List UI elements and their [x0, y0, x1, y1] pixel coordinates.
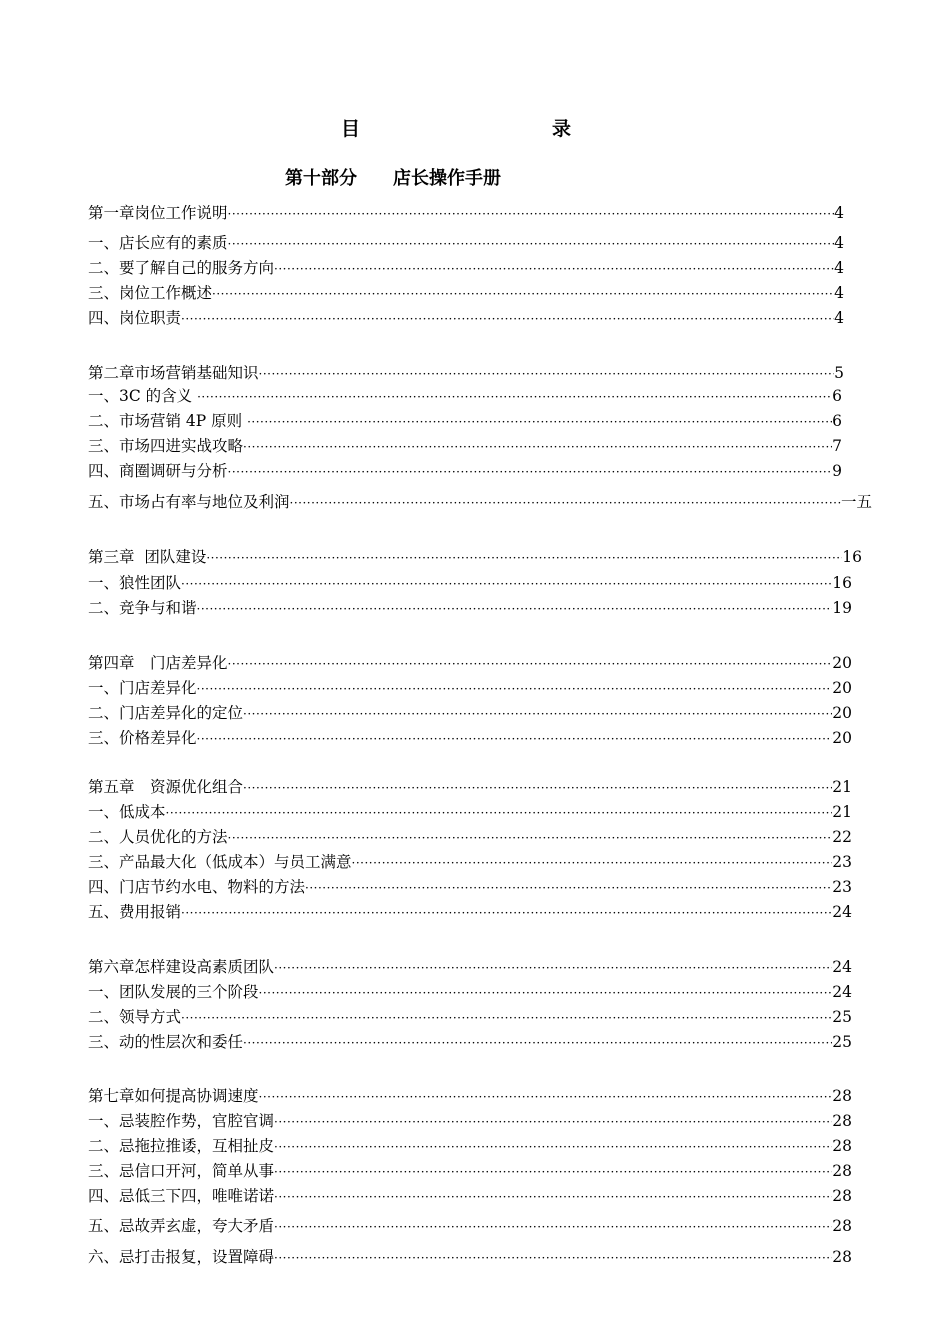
toc-entry-label: 一、团队发展的三个阶段	[88, 983, 259, 1001]
toc-entry-page: 19	[832, 599, 852, 617]
toc-entry	[88, 851, 852, 873]
toc-entry	[88, 385, 842, 407]
toc-entry-label: 一、低成本	[88, 803, 166, 821]
toc-entry-page: 4	[834, 309, 844, 327]
dot-leader	[197, 728, 833, 750]
toc-entry	[88, 1031, 852, 1053]
toc-entry	[88, 956, 852, 978]
dot-leader	[243, 1032, 832, 1054]
toc-entry	[88, 901, 852, 923]
toc-entry-label: 一、店长应有的素质	[88, 234, 228, 252]
toc-entry-label: 第四章 门店差异化	[88, 654, 228, 672]
toc-entry-label: 三、产品最大化（低成本）与员工满意	[88, 853, 352, 871]
dot-leader	[228, 461, 833, 483]
toc-entry	[88, 727, 852, 749]
dot-leader	[197, 598, 833, 620]
toc-entry-label: 三、市场四进实战攻略	[88, 437, 244, 455]
toc-entry-label: 四、岗位职责	[88, 309, 182, 327]
toc-entry	[88, 1135, 852, 1157]
dot-leader	[228, 203, 835, 225]
toc-entry-label: 三、岗位工作概述	[88, 284, 213, 302]
toc-entry-label: 第七章如何提高协调速度	[88, 1087, 259, 1105]
dot-leader	[274, 1186, 832, 1208]
toc-entry-label: 二、竞争与和谐	[88, 599, 197, 617]
dot-leader	[212, 283, 834, 305]
toc-title	[0, 114, 950, 142]
toc-entry-label: 五、费用报销	[88, 903, 182, 921]
dot-leader	[274, 1216, 832, 1238]
dot-leader	[228, 827, 833, 849]
toc-entry-label: 三、动的性层次和委任	[88, 1033, 244, 1051]
dot-leader	[197, 386, 832, 408]
dot-leader	[259, 1086, 833, 1108]
toc-entry-page: 24	[832, 958, 852, 976]
toc-entry-label: 二、市场营销 4P 原则	[88, 412, 248, 430]
toc-entry	[88, 546, 862, 568]
toc-entry-page: 9	[832, 462, 842, 480]
toc-entry	[88, 572, 852, 594]
dot-leader	[247, 411, 832, 433]
toc-entry-label: 一、3C 的含义	[88, 387, 198, 405]
toc-entry-page: 6	[832, 412, 842, 430]
dot-leader	[166, 802, 833, 824]
dot-leader	[274, 957, 832, 979]
toc-entry	[88, 801, 852, 823]
toc-title-left: 目	[341, 118, 361, 140]
toc-entry-label: 六、忌打击报复，设置障碍	[88, 1248, 275, 1266]
toc-entry-label: 二、人员优化的方法	[88, 828, 228, 846]
toc-entry-label: 五、市场占有率与地位及利润	[88, 493, 290, 511]
dot-leader	[228, 653, 833, 675]
toc-entry	[88, 597, 852, 619]
toc-entry-page: 20	[832, 704, 852, 722]
dot-leader	[243, 436, 832, 458]
toc-entry-page: 7	[832, 437, 842, 455]
dot-leader	[259, 363, 835, 385]
toc-entry-page: 一五	[840, 493, 872, 511]
toc-entry-label: 一、狼性团队	[88, 574, 182, 592]
dot-leader	[290, 492, 841, 514]
toc-entry	[88, 677, 852, 699]
toc-entry-page: 28	[832, 1187, 852, 1205]
toc-entry	[88, 410, 842, 432]
toc-entry-label: 二、忌拖拉推诿，互相扯皮	[88, 1137, 275, 1155]
toc-entry-page: 28	[832, 1112, 852, 1130]
toc-entry-page: 25	[832, 1033, 852, 1051]
toc-entry-page: 16	[832, 574, 852, 592]
toc-entry-page: 28	[832, 1248, 852, 1266]
toc-entry-page: 28	[832, 1217, 852, 1235]
dot-leader	[197, 678, 833, 700]
toc-entry-page: 4	[834, 204, 844, 222]
toc-entry	[88, 826, 852, 848]
toc-entry-page: 28	[832, 1087, 852, 1105]
toc-entry-label: 第一章岗位工作说明	[88, 204, 228, 222]
toc-entry-label: 四、忌低三下四，唯唯诺诺	[88, 1187, 275, 1205]
toc-entry-label: 二、领导方式	[88, 1008, 182, 1026]
toc-entry-page: 4	[834, 259, 844, 277]
dot-leader	[305, 877, 832, 899]
toc-entry-label: 三、忌信口开河，简单从事	[88, 1162, 275, 1180]
dot-leader	[274, 258, 834, 280]
toc-entry-page: 5	[834, 364, 844, 382]
toc-entry	[88, 307, 844, 329]
toc-entry-page: 20	[832, 679, 852, 697]
toc-entry	[88, 232, 844, 254]
dot-leader	[243, 777, 832, 799]
toc-entry	[88, 652, 852, 674]
toc-entry-page: 4	[834, 234, 844, 252]
toc-entry	[88, 282, 844, 304]
toc-entry-label: 四、门店节约水电、物料的方法	[88, 878, 306, 896]
toc-entry	[88, 702, 852, 724]
toc-entry	[88, 1185, 852, 1207]
dot-leader	[274, 1111, 832, 1133]
toc-entry-label: 一、门店差异化	[88, 679, 197, 697]
toc-entry	[88, 435, 842, 457]
toc-entry	[88, 257, 844, 279]
dot-leader	[181, 573, 832, 595]
toc-entry-page: 24	[832, 903, 852, 921]
toc-entry	[88, 1160, 852, 1182]
toc-entry-page: 4	[834, 284, 844, 302]
toc-entry-label: 一、忌装腔作势，官腔官调	[88, 1112, 275, 1130]
dot-leader	[274, 1136, 832, 1158]
toc-entry-label: 第五章 资源优化组合	[88, 778, 244, 796]
toc-entry-page: 16	[842, 548, 862, 566]
toc-entry-page: 28	[832, 1162, 852, 1180]
toc-entry-page: 24	[832, 983, 852, 1001]
dot-leader	[274, 1161, 832, 1183]
toc-entry-page: 28	[832, 1137, 852, 1155]
dot-leader	[181, 308, 834, 330]
toc-entry	[88, 1215, 852, 1237]
toc-entry	[88, 1246, 852, 1268]
section-subtitle: 第十部分 店长操作手册	[285, 168, 501, 189]
dot-leader	[228, 233, 835, 255]
toc-entry-label: 二、要了解自己的服务方向	[88, 259, 275, 277]
toc-entry-page: 20	[832, 654, 852, 672]
toc-entry-label: 四、商圈调研与分析	[88, 462, 228, 480]
toc-entry-page: 25	[832, 1008, 852, 1026]
toc-entry	[88, 1085, 852, 1107]
toc-entry-page: 23	[832, 853, 852, 871]
dot-leader	[259, 982, 833, 1004]
dot-leader	[181, 1007, 832, 1029]
toc-entry-label: 三、价格差异化	[88, 729, 197, 747]
toc-entry-page: 21	[832, 803, 852, 821]
toc-entry	[88, 876, 852, 898]
toc-entry	[88, 362, 844, 384]
toc-entry-label: 二、门店差异化的定位	[88, 704, 244, 722]
dot-leader	[243, 703, 832, 725]
toc-entry-page: 21	[832, 778, 852, 796]
dot-leader	[274, 1247, 832, 1269]
toc-entry	[88, 202, 844, 224]
toc-entry-page: 6	[832, 387, 842, 405]
toc-entry	[88, 491, 872, 513]
dot-leader	[206, 547, 842, 569]
toc-entry	[88, 1110, 852, 1132]
toc-entry-label: 第二章市场营销基础知识	[88, 364, 259, 382]
toc-entry-page: 23	[832, 878, 852, 896]
toc-entry	[88, 981, 852, 1003]
toc-entry-page: 20	[832, 729, 852, 747]
toc-entry	[88, 1006, 852, 1028]
toc-entry	[88, 460, 842, 482]
dot-leader	[181, 902, 832, 924]
toc-entry-label: 第六章怎样建设高素质团队	[88, 958, 275, 976]
toc-entry	[88, 776, 852, 798]
toc-entry-label: 第三章 团队建设	[88, 548, 207, 566]
toc-entry-label: 五、忌故弄玄虚，夸大矛盾	[88, 1217, 275, 1235]
dot-leader	[352, 852, 833, 874]
toc-entry-page: 22	[832, 828, 852, 846]
toc-title-right: 录	[552, 118, 572, 140]
